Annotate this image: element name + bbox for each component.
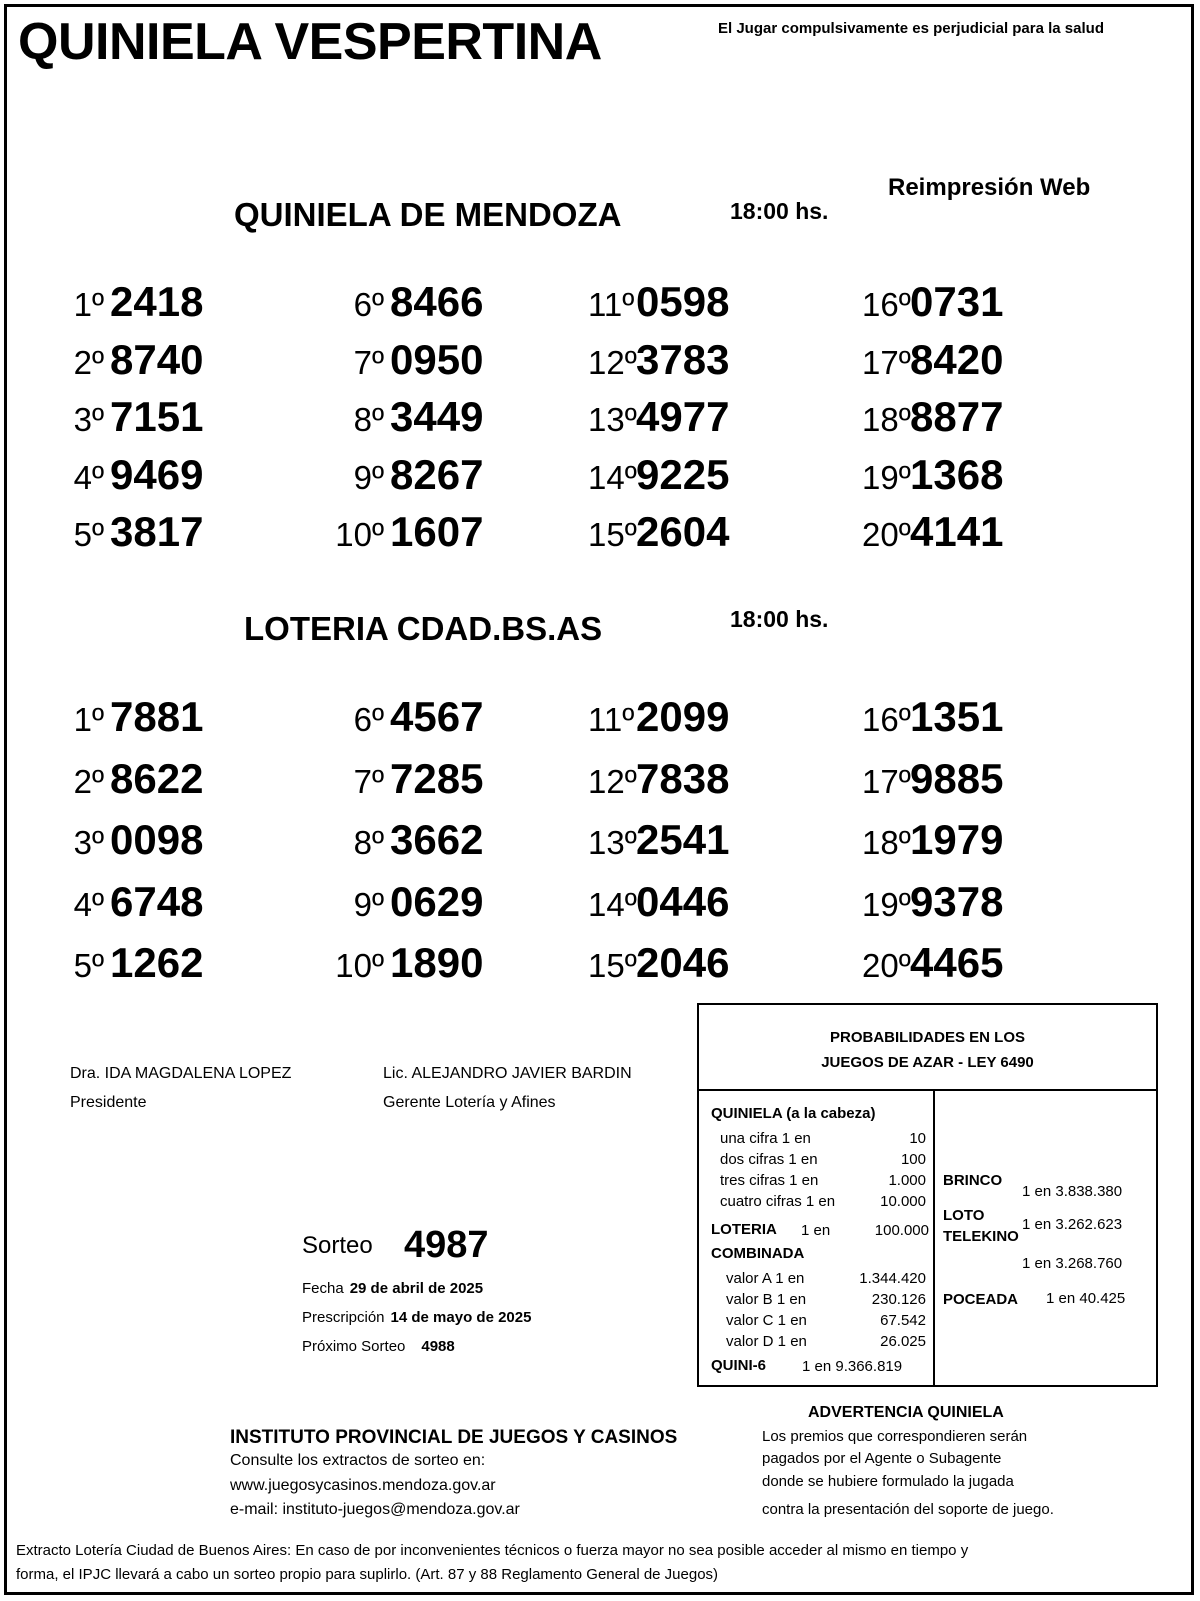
quiniela-odds-title: QUINIELA (a la cabeza): [711, 1105, 876, 1122]
result-position: 14º: [588, 458, 637, 496]
quini6-odds-value: 1 en 9.366.819: [802, 1358, 903, 1375]
fecha-label: Fecha: [302, 1280, 344, 1297]
odds-row-value: 10.000: [880, 1193, 926, 1210]
result-item: [862, 693, 1003, 741]
result-position: 19º: [862, 885, 911, 923]
manager-role: Gerente Lotería y Afines: [383, 1094, 556, 1111]
result-position: 15º: [588, 516, 637, 553]
result-number: 4977: [636, 393, 730, 440]
result-number: 3783: [636, 335, 730, 383]
result-item: [324, 508, 483, 556]
result-number: 3449: [390, 393, 484, 440]
result-number: 0598: [636, 278, 730, 325]
loteria-odds-label: LOTERIA: [711, 1221, 777, 1238]
result-item: [588, 755, 729, 803]
result-number: 1351: [910, 693, 1004, 740]
result-position: 10º: [335, 516, 384, 553]
result-position: 13º: [588, 401, 637, 438]
odds-row-value: 1.000: [888, 1172, 926, 1189]
probabilities-column-divider: [933, 1091, 935, 1385]
result-item: [62, 336, 203, 384]
combinada-odds-title: COMBINADA: [711, 1245, 805, 1262]
result-number: 0446: [636, 877, 730, 925]
result-position: 3º: [73, 401, 104, 438]
result-position: 16º: [862, 286, 911, 323]
result-number: 7285: [390, 754, 484, 802]
odds-row-label: cuatro cifras 1 en: [720, 1193, 836, 1210]
result-position: 7º: [353, 343, 384, 381]
result-item: [62, 508, 203, 556]
fecha-value: 29 de abril de 2025: [349, 1280, 484, 1297]
institute-email[interactable]: e-mail: instituto-juegos@mendoza.gov.ar: [230, 1501, 520, 1518]
result-number: 1368: [910, 450, 1004, 498]
loto-odds-value: 1 en 3.262.623: [1022, 1216, 1123, 1233]
result-number: 3662: [390, 816, 484, 863]
advertencia-line2: pagados por el Agente o Subagente: [762, 1450, 1002, 1467]
result-item: [62, 755, 203, 803]
result-position: 8º: [353, 824, 384, 861]
footer-line2: forma, el IPJC llevará a cabo un sorteo propio para suplirlo. (Art. 87 y 88 Reglamento General de Juegos): [16, 1566, 719, 1583]
result-number: 2418: [110, 278, 204, 325]
result-position: 7º: [353, 762, 384, 800]
result-position: 3º: [73, 824, 104, 861]
result-number: 0629: [390, 877, 484, 925]
odds-row-value: 1.344.420: [859, 1270, 926, 1287]
result-item: [862, 508, 1003, 556]
result-item: [862, 336, 1003, 384]
result-position: 1º: [73, 286, 104, 323]
advertencia-line3: donde se hubiere formulado la jugada: [762, 1473, 1014, 1490]
odds-row-label: valor D 1 en: [726, 1333, 807, 1350]
probabilities-box: [697, 1003, 1158, 1387]
result-number: 3817: [110, 508, 204, 555]
result-item: [588, 878, 729, 926]
odds-row-label: valor A 1 en: [726, 1270, 805, 1287]
odds-row-value: 230.126: [871, 1291, 926, 1308]
result-item: [862, 878, 1003, 926]
loteria-odds-text: 1 en: [801, 1222, 831, 1239]
result-item: [862, 755, 1003, 803]
result-position: 8º: [353, 401, 384, 438]
result-number: 1262: [110, 939, 204, 986]
probabilities-title-line2: JUEGOS DE AZAR - LEY 6490: [821, 1054, 1034, 1071]
result-position: 5º: [73, 947, 104, 984]
result-item: [862, 451, 1003, 499]
footer-line1: Extracto Lotería Ciudad de Buenos Aires: En caso de por inconvenientes técnicos o fuerza mayor no sea posible acceder al mismo en tiempo y: [16, 1542, 969, 1559]
result-item: [62, 878, 203, 926]
result-number: 4567: [390, 693, 484, 740]
result-number: 1890: [390, 939, 484, 986]
result-number: 1607: [390, 508, 484, 555]
result-item: [862, 816, 1003, 864]
proximo-value: 4988: [421, 1338, 455, 1355]
odds-row-value: 26.025: [880, 1333, 926, 1350]
result-item: [588, 278, 729, 326]
loto-odds-label: LOTO: [943, 1207, 985, 1224]
result-item: [324, 693, 483, 741]
result-number: 9378: [910, 877, 1004, 925]
result-item: [862, 393, 1003, 441]
odds-row-label: valor C 1 en: [726, 1312, 807, 1329]
result-number: 2046: [636, 939, 730, 986]
result-number: 9469: [110, 450, 204, 498]
result-position: 9º: [353, 458, 384, 496]
result-position: 19º: [862, 458, 911, 496]
result-number: 1979: [910, 816, 1004, 863]
result-number: 6748: [110, 877, 204, 925]
result-position: 4º: [73, 885, 104, 923]
result-number: 7881: [110, 693, 204, 740]
proximo-label: Próximo Sorteo: [302, 1338, 406, 1355]
result-position: 10º: [335, 947, 384, 984]
result-position: 2º: [73, 762, 104, 800]
result-position: 12º: [588, 343, 637, 381]
prescripcion-row: [302, 1309, 531, 1326]
result-number: 8622: [110, 754, 204, 802]
result-number: 0731: [910, 278, 1004, 325]
probabilities-title: [699, 1025, 1156, 1075]
odds-row-label: tres cifras 1 en: [720, 1172, 819, 1189]
prescripcion-value: 14 de mayo de 2025: [390, 1309, 532, 1326]
result-item: [324, 816, 483, 864]
poceada-odds-value: 1 en 40.425: [1046, 1290, 1126, 1307]
result-item: [62, 451, 203, 499]
result-item: [588, 508, 729, 556]
result-position: 17º: [862, 762, 911, 800]
telekino-odds-value: 1 en 3.268.760: [1022, 1255, 1123, 1272]
advertencia-title: ADVERTENCIA QUINIELA: [808, 1404, 1004, 1421]
result-position: 13º: [588, 824, 637, 861]
mendoza-section-title: QUINIELA DE MENDOZA: [234, 196, 622, 233]
quini6-odds-label: QUINI-6: [711, 1357, 767, 1374]
institute-line1: Consulte los extractos de sorteo en:: [230, 1452, 486, 1469]
manager-name: Lic. ALEJANDRO JAVIER BARDIN: [383, 1065, 632, 1082]
result-item: [62, 939, 203, 987]
result-position: 6º: [353, 701, 384, 738]
result-position: 16º: [862, 701, 911, 738]
result-number: 7838: [636, 754, 730, 802]
result-position: 5º: [73, 516, 104, 553]
brinco-odds-value: 1 en 3.838.380: [1022, 1183, 1123, 1200]
result-number: 8877: [910, 393, 1004, 440]
page-title: QUINIELA VESPERTINA: [18, 13, 602, 71]
bsas-section-title: LOTERIA CDAD.BS.AS: [244, 610, 603, 647]
result-number: 0098: [110, 816, 204, 863]
result-position: 1º: [73, 701, 104, 738]
result-number: 7151: [110, 393, 204, 440]
result-item: [324, 939, 483, 987]
result-position: 9º: [353, 885, 384, 923]
result-item: [324, 336, 483, 384]
result-item: [62, 393, 203, 441]
result-item: [324, 755, 483, 803]
result-position: 12º: [588, 762, 637, 800]
result-number: 8267: [390, 450, 484, 498]
result-item: [588, 336, 729, 384]
advertencia-line1: Los premios que correspondieren serán: [762, 1428, 1028, 1445]
result-item: [862, 278, 1003, 326]
telekino-odds-label: TELEKINO: [943, 1228, 1019, 1245]
result-position: 20º: [862, 516, 911, 553]
result-item: [324, 451, 483, 499]
loteria-odds-value: 100.000: [874, 1222, 929, 1239]
result-position: 18º: [862, 401, 911, 438]
result-item: [588, 393, 729, 441]
result-item: [324, 393, 483, 441]
result-item: [588, 816, 729, 864]
proximo-row: [302, 1338, 455, 1355]
president-role: Presidente: [70, 1094, 147, 1111]
brinco-odds-label: BRINCO: [943, 1172, 1003, 1189]
result-position: 11º: [588, 701, 635, 738]
result-position: 15º: [588, 947, 637, 984]
result-number: 2099: [636, 693, 730, 740]
result-item: [62, 693, 203, 741]
mendoza-section-time: 18:00 hs.: [730, 198, 829, 224]
result-item: [588, 939, 729, 987]
result-number: 9225: [636, 450, 730, 498]
result-number: 8420: [910, 335, 1004, 383]
result-number: 4141: [910, 508, 1004, 555]
odds-row-label: dos cifras 1 en: [720, 1151, 818, 1168]
result-position: 20º: [862, 947, 911, 984]
result-number: 8466: [390, 278, 484, 325]
result-item: [324, 278, 483, 326]
odds-row-label: valor B 1 en: [726, 1291, 807, 1308]
result-position: 4º: [73, 458, 104, 496]
result-number: 4465: [910, 939, 1004, 986]
result-item: [588, 693, 729, 741]
odds-row-value: 67.542: [880, 1312, 926, 1329]
reprint-label: Reimpresión Web: [888, 174, 1091, 201]
result-number: 2541: [636, 816, 730, 863]
result-position: 14º: [588, 885, 637, 923]
result-item: [62, 278, 203, 326]
result-number: 2604: [636, 508, 730, 555]
result-item: [324, 878, 483, 926]
institute-name: INSTITUTO PROVINCIAL DE JUEGOS Y CASINOS: [230, 1427, 678, 1448]
sorteo-number: 4987: [404, 1224, 489, 1266]
president-name: Dra. IDA MAGDALENA LOPEZ: [70, 1065, 292, 1082]
result-position: 2º: [73, 343, 104, 381]
poceada-odds-label: POCEADA: [943, 1291, 1019, 1308]
fecha-row: [302, 1280, 483, 1297]
institute-website[interactable]: www.juegosycasinos.mendoza.gov.ar: [230, 1477, 496, 1494]
probabilities-divider: [699, 1089, 1156, 1091]
result-position: 18º: [862, 824, 911, 861]
result-item: [62, 816, 203, 864]
odds-row-value: 100: [900, 1151, 926, 1168]
odds-row-value: 10: [909, 1130, 926, 1147]
probabilities-title-line1: PROBABILIDADES EN LOS: [829, 1029, 1025, 1046]
result-item: [862, 939, 1003, 987]
advertencia-line4: contra la presentación del soporte de juego.: [762, 1501, 1054, 1518]
odds-row-label: una cifra 1 en: [720, 1130, 811, 1147]
result-number: 9885: [910, 754, 1004, 802]
prescripcion-label: Prescripción: [302, 1309, 385, 1326]
result-position: 17º: [862, 343, 911, 381]
health-warning: El Jugar compulsivamente es perjudicial para la salud: [718, 20, 1104, 37]
result-number: 8740: [110, 335, 204, 383]
sorteo-label: Sorteo: [302, 1232, 373, 1259]
result-item: [588, 451, 729, 499]
result-position: 6º: [353, 286, 384, 323]
result-position: 11º: [588, 286, 635, 323]
result-number: 0950: [390, 335, 484, 383]
bsas-section-time: 18:00 hs.: [730, 606, 829, 632]
